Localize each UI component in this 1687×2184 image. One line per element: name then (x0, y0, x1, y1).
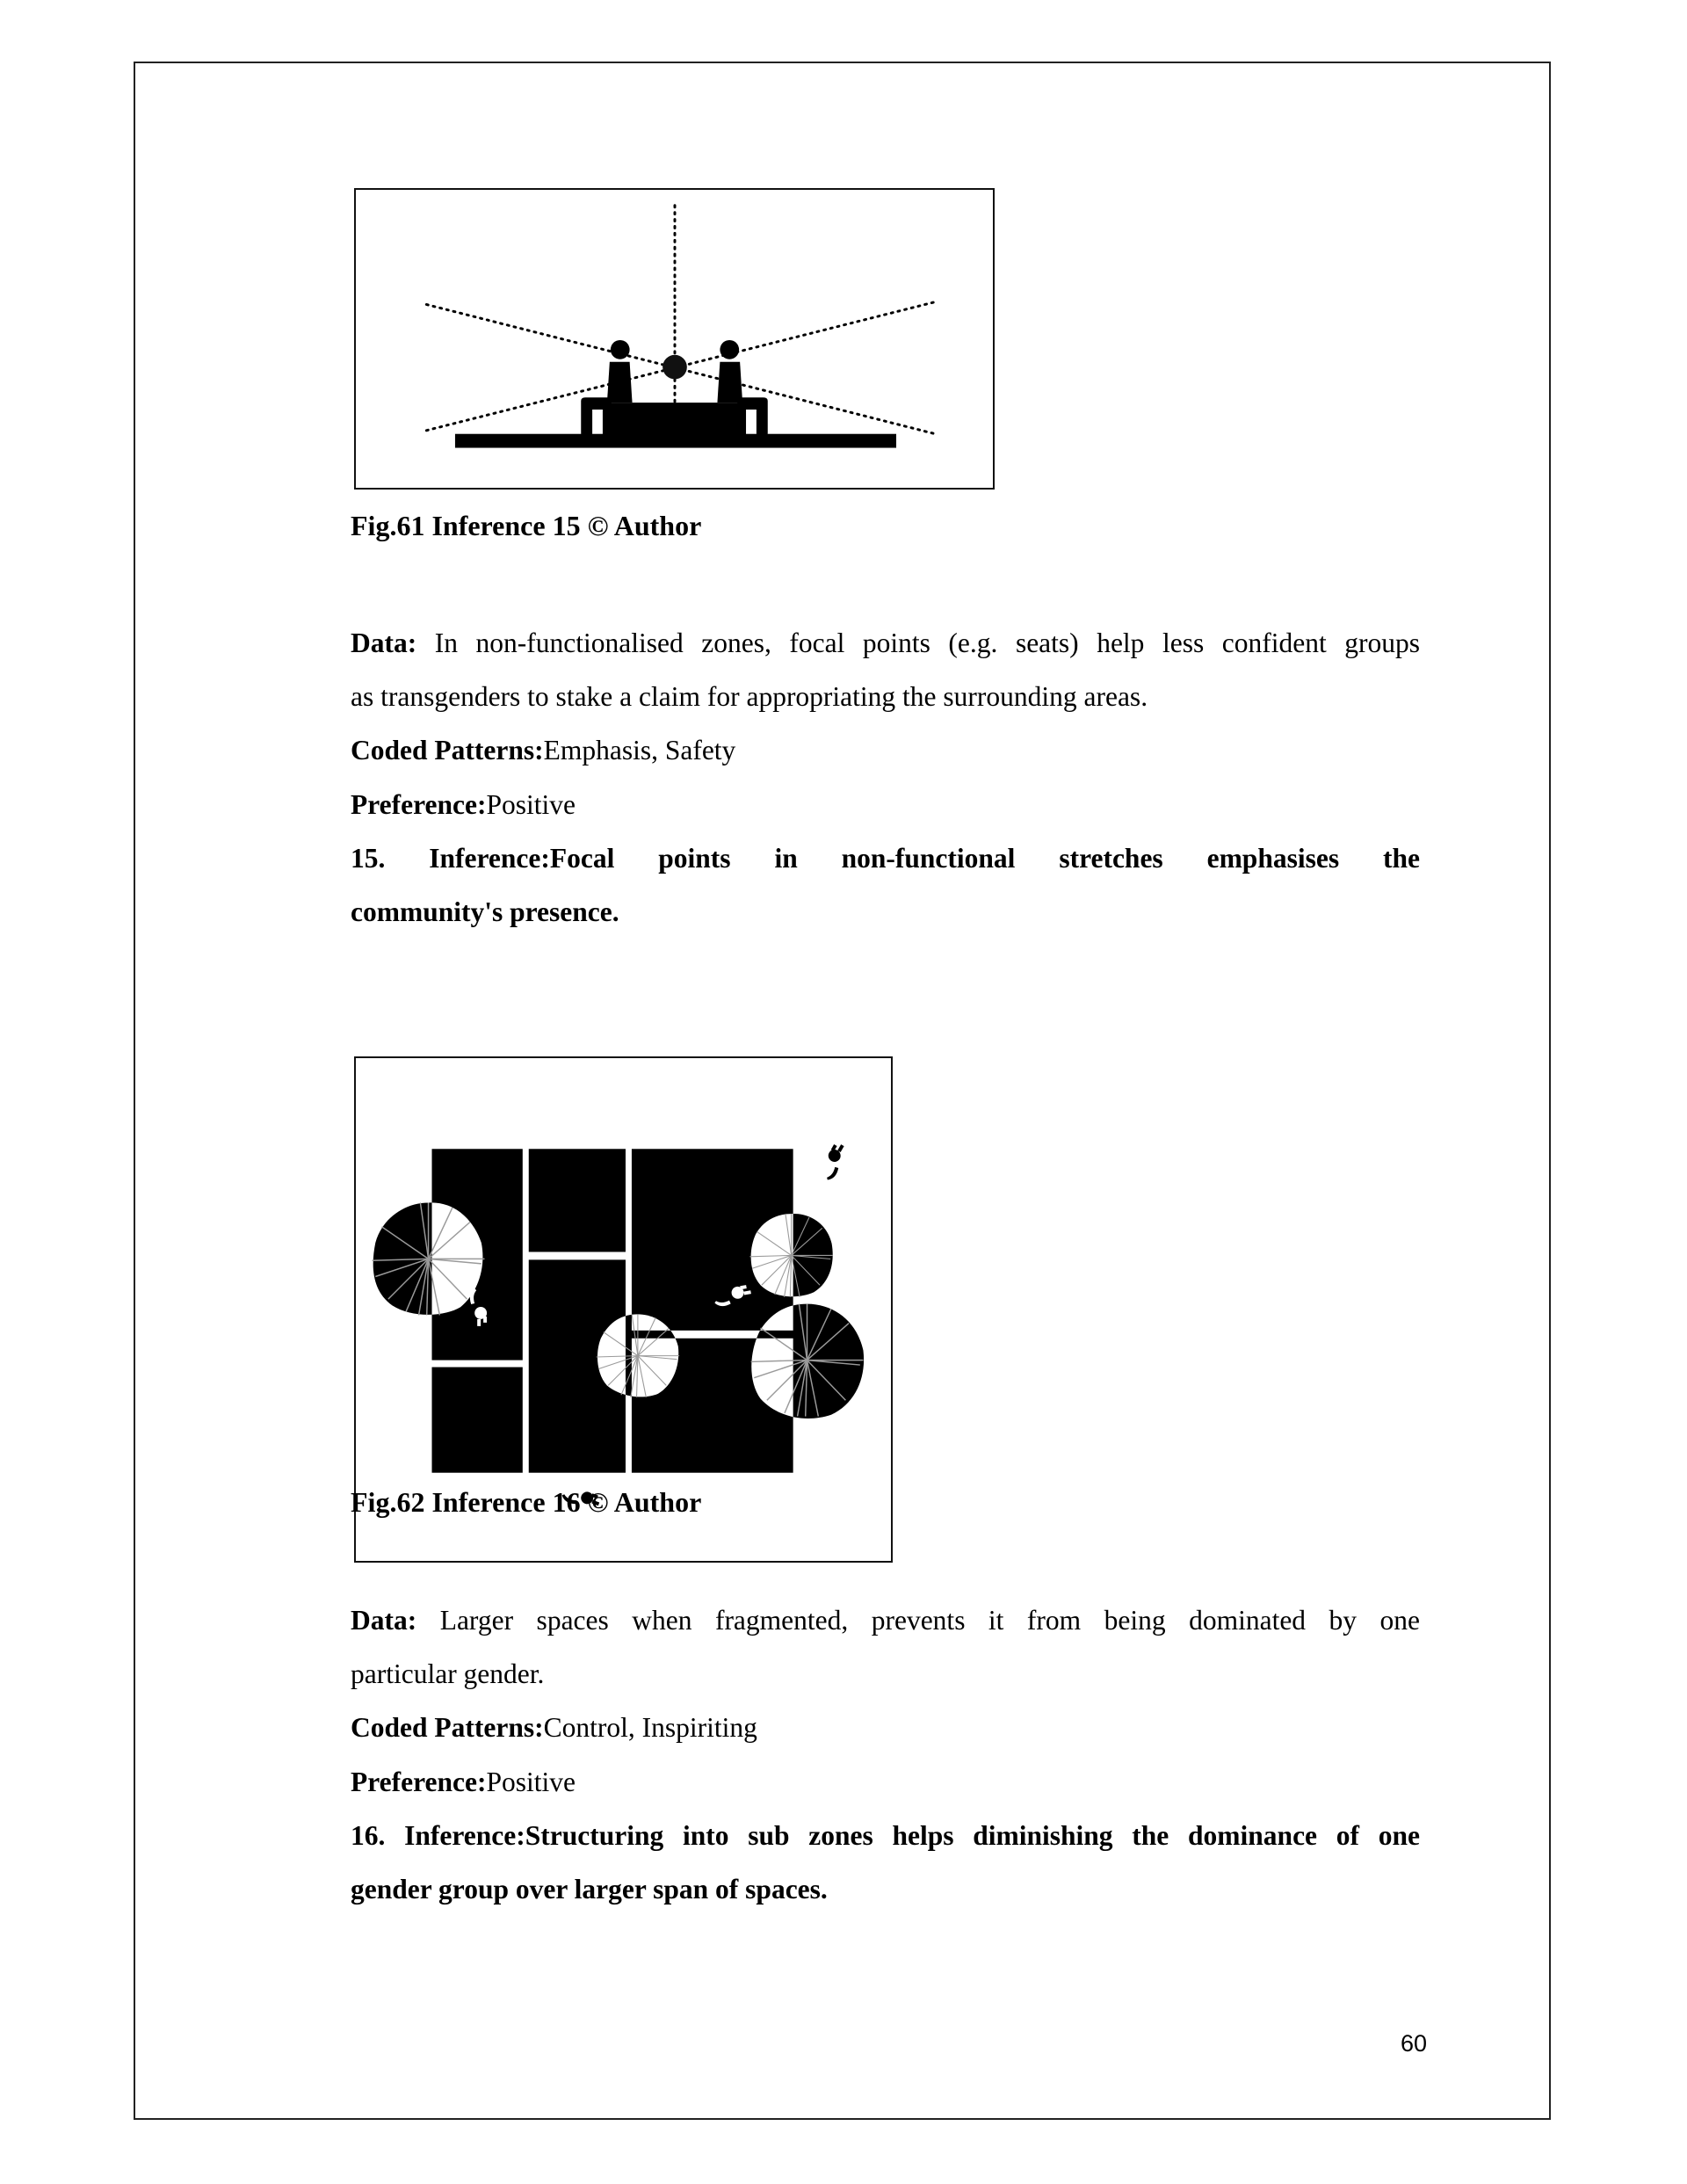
inference-line-2: gender group over larger span of spaces. (351, 1873, 828, 1905)
zone-block (529, 1149, 626, 1252)
preference-line (351, 778, 1420, 831)
inference-line-1: 15. Inference:Focal points in non-functional stretches emphasises the (351, 842, 1420, 874)
figure-61-caption: Fig.61 Inference 15 © Author (351, 510, 702, 541)
preference-value: Positive (486, 1766, 576, 1797)
data-line-1 (351, 616, 1420, 670)
inference-line-1: 16. Inference:Structuring into sub zones helps diminishing the dominance of one (351, 1819, 1420, 1851)
focal-point-seating-diagram (356, 190, 993, 488)
person-right-head-icon (720, 340, 739, 359)
data-line-2: particular gender. (351, 1658, 545, 1690)
data-label: Data: (351, 628, 417, 658)
coded-patterns-label: Coded Patterns: (351, 735, 544, 766)
figure-61-illustration (354, 188, 995, 490)
inference-15-block (351, 616, 1420, 939)
zone-block (432, 1368, 523, 1473)
coded-patterns-line (351, 723, 1420, 777)
data-line-2: as transgenders to stake a claim for appropriating the surrounding areas. (351, 681, 1148, 713)
preference-label: Preference: (351, 788, 487, 820)
coded-patterns-value: Emphasis, Safety (543, 735, 736, 766)
coded-patterns-label: Coded Patterns: (351, 1712, 544, 1744)
figure-62-caption: Fig.62 Inference 16 © Author (351, 1486, 702, 1518)
data-text: In non-functionalised zones, focal points (e.g. seats) help less confident groups (416, 628, 1420, 658)
data-label: Data: (351, 1605, 417, 1636)
data-line-1 (351, 1593, 1420, 1647)
page-number: 60 (1401, 2030, 1428, 2057)
preference-value: Positive (486, 788, 576, 820)
person-topview-icon (817, 1142, 851, 1183)
preference-line (351, 1755, 1420, 1809)
coded-patterns-line (351, 1701, 1420, 1754)
inference-16-block (351, 1593, 1420, 1916)
focal-point-icon (662, 355, 687, 380)
coded-patterns-value: Control, Inspiriting (543, 1712, 757, 1744)
preference-label: Preference: (351, 1766, 487, 1797)
inference-line-2: community's presence. (351, 896, 619, 927)
person-left-head-icon (611, 340, 630, 359)
data-text: Larger spaces when fragmented, prevents it from being dominated by one (416, 1605, 1420, 1636)
